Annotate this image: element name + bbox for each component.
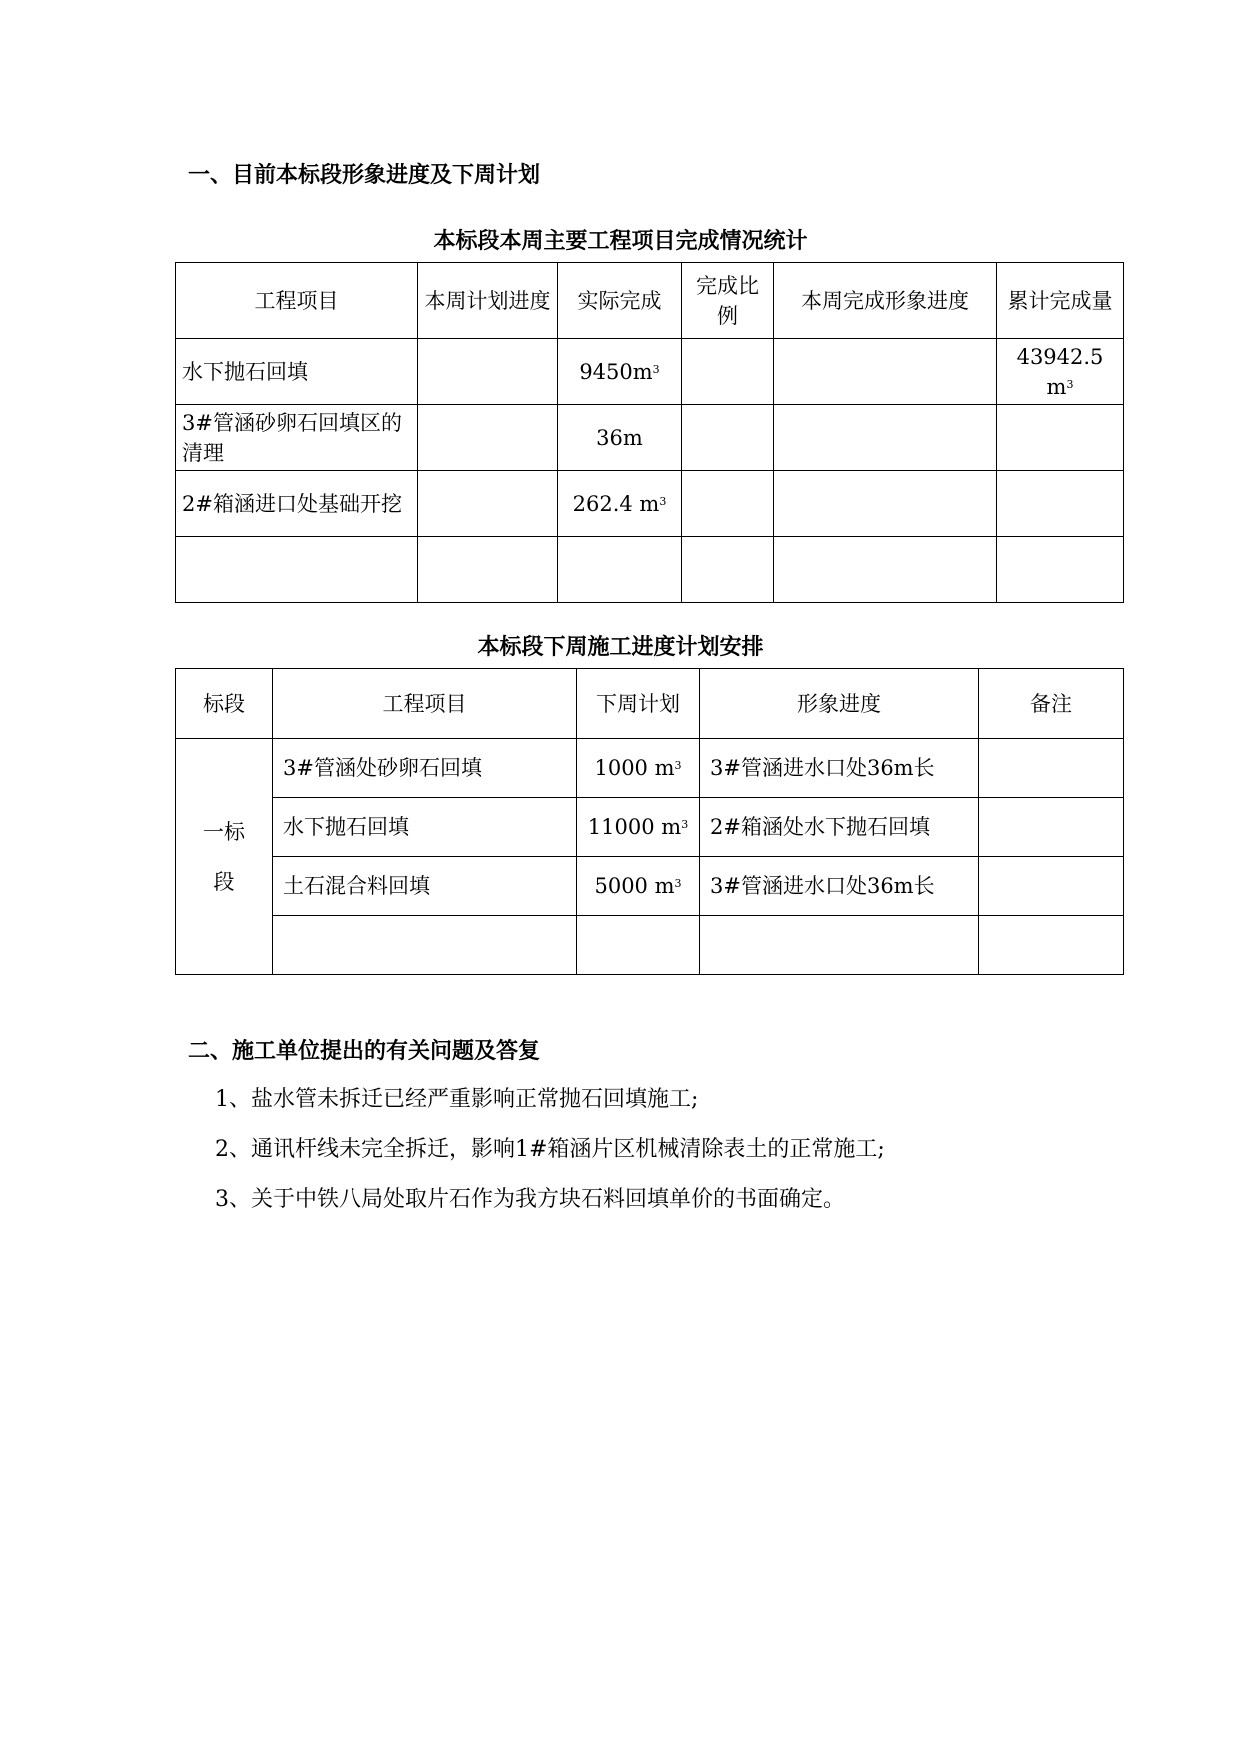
plan-value: 1000 m [594,756,675,780]
unit-superscript: 3 [681,818,689,831]
table-row [176,857,1124,916]
cumulative-cell [997,339,1124,405]
section-2-heading: 二、施工单位提出的有关问题及答复 [188,1039,541,1064]
progress-cell: 3#管涵进水口处36m长 [700,739,979,798]
weekly-completion-table [175,262,1124,603]
header-cell: 累计完成量 [997,263,1124,339]
table-row [176,739,1124,798]
table-row [176,798,1124,857]
remark-cell [979,916,1124,975]
actual-value: 36m [596,425,643,450]
section-1-heading: 一、目前本标段形象进度及下周计划 [188,163,541,188]
item-cell [176,537,418,603]
header-cell: 下周计划 [577,669,700,739]
header-cell: 工程项目 [273,669,577,739]
plan-cell [418,405,558,471]
remark-cell [979,857,1124,916]
item-cell: 3#管涵砂卵石回填区的清理 [176,405,418,471]
item-cell [273,916,577,975]
item-cell: 水下抛石回填 [176,339,418,405]
table-row [176,471,1124,537]
progress-cell [774,339,997,405]
item-cell: 土石混合料回填 [273,857,577,916]
plan-cell [577,739,700,798]
plan-cell [577,798,700,857]
actual-cell [558,405,682,471]
table-row [176,537,1124,603]
header-cell: 本周完成形象进度 [774,263,997,339]
header-cell: 完成比例 [682,263,774,339]
header-cell: 形象进度 [700,669,979,739]
plan-cell [418,339,558,405]
header-cell: 备注 [979,669,1124,739]
header-cell: 工程项目 [176,263,418,339]
progress-cell [700,916,979,975]
list-item: 1、盐水管未拆迁已经严重影响正常抛石回填施工; [215,1087,699,1112]
table-2-header-row [176,669,1124,739]
progress-cell: 2#箱涵处水下抛石回填 [700,798,979,857]
ratio-cell [682,471,774,537]
progress-cell: 3#管涵进水口处36m长 [700,857,979,916]
cumulative-unit: m [1046,374,1067,399]
cumulative-cell [997,405,1124,471]
actual-cell [558,537,682,603]
actual-value: 9450m [579,359,653,384]
progress-cell [774,471,997,537]
table-row [176,916,1124,975]
progress-cell [774,405,997,471]
header-cell: 标段 [176,669,273,739]
next-week-plan-table [175,668,1124,975]
plan-value: 5000 m [594,874,675,898]
remark-cell [979,798,1124,857]
cumulative-cell [997,537,1124,603]
cumulative-value: 43942.5 [1016,344,1104,369]
table-1-header-row [176,263,1124,339]
unit-superscript: 3 [652,362,660,376]
cumulative-cell [997,471,1124,537]
progress-cell [774,537,997,603]
item-cell: 水下抛石回填 [273,798,577,857]
table-row [176,405,1124,471]
plan-cell [418,537,558,603]
unit-superscript: 3 [1066,377,1074,391]
actual-value: 262.4 m [572,491,660,516]
issue-list [215,1082,885,1232]
plan-value: 11000 m [587,815,682,839]
unit-superscript: 3 [674,877,682,890]
item-cell: 3#管涵处砂卵石回填 [273,739,577,798]
plan-cell [418,471,558,537]
header-cell: 本周计划进度 [418,263,558,339]
unit-superscript: 3 [674,759,682,772]
plan-cell [577,857,700,916]
table-2-caption: 本标段下周施工进度计划安排 [477,635,764,660]
header-cell: 实际完成 [558,263,682,339]
ratio-cell [682,405,774,471]
section-label-cell: 一标段 [176,739,273,975]
list-item: 3、关于中铁八局处取片石作为我方块石料回填单价的书面确定。 [215,1187,845,1212]
list-item: 2、通讯杆线未完全拆迁，影响1#箱涵片区机械清除表土的正常施工; [215,1137,885,1162]
ratio-cell [682,339,774,405]
table-row [176,339,1124,405]
ratio-cell [682,537,774,603]
remark-cell [979,739,1124,798]
unit-superscript: 3 [659,494,667,508]
item-cell: 2#箱涵进口处基础开挖 [176,471,418,537]
table-1-caption: 本标段本周主要工程项目完成情况统计 [433,229,808,254]
actual-cell [558,339,682,405]
actual-cell [558,471,682,537]
plan-cell [577,916,700,975]
